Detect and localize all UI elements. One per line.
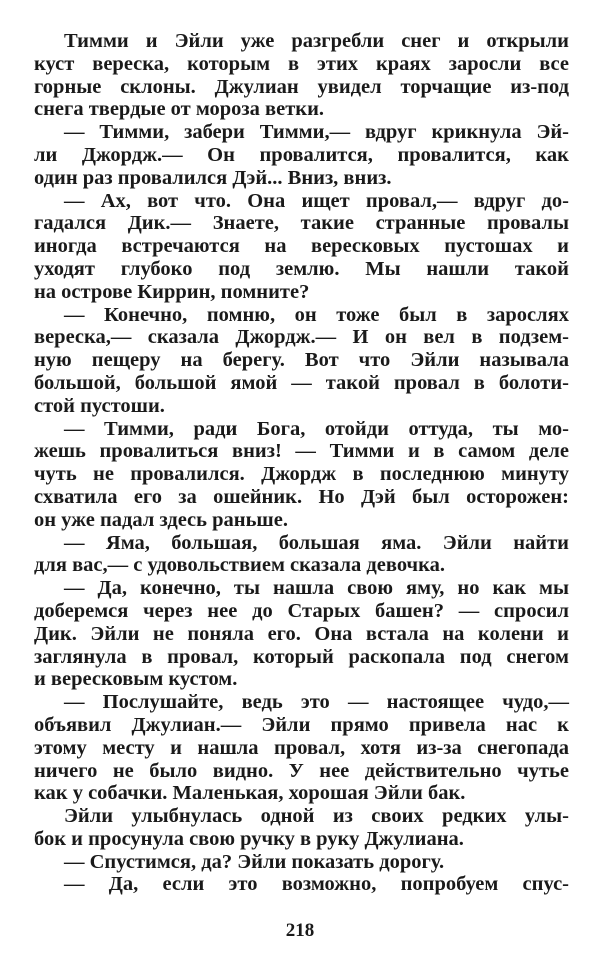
text-line: вереска,— сказала Джордж.— И он вел в подзем- [34, 326, 569, 349]
text-line: — Ах, вот что. Она ищет провал,— вдруг до- [64, 189, 569, 212]
text-line: Тимми и Эйли уже разгребли снег и открыли [64, 30, 569, 52]
text-line: чуть не провалился. Джордж в последнюю минуту [34, 463, 569, 486]
text-line: как у собачки. Маленькая, хорошая Эйли бак. [34, 782, 466, 805]
text-line: заглянула в провал, который раскопала под снегом [34, 645, 569, 668]
text-line: ничего не было видно. У нее действительно чутье [34, 759, 569, 782]
text-line: — Да, если это возможно, попробуем спус- [64, 873, 569, 896]
page-text [34, 30, 569, 896]
text-line: доберемся через нее до Старых башен? — спросил [34, 599, 569, 622]
text-line: гадался Дик.— Знаете, такие странные провалы [34, 212, 569, 235]
text-line: ную пещеру на берегу. Вот что Эйли называла [34, 349, 569, 372]
text-line: один раз провалился Дэй... Вниз, вниз. [34, 166, 392, 189]
text-line: жешь провалиться вниз! — Тимми и в самом деле [34, 440, 569, 463]
text-line: горные склоны. Джулиан увидел торчащие из-под [34, 75, 569, 98]
page-number: 218 [285, 920, 315, 941]
text-line: — Тимми, забери Тимми,— вдруг крикнула Эй- [64, 121, 569, 144]
text-line: ли Джордж.— Он провалится, провалится, как [34, 143, 569, 166]
text-line: уходят глубоко под землю. Мы нашли такой [34, 257, 569, 280]
text-line: Дик. Эйли не поняла его. Она встала на колени и [34, 622, 569, 645]
text-line: Эйли улыбнулась одной из своих редких улы- [64, 805, 569, 828]
text-line: стой пустоши. [34, 394, 165, 417]
text-line: объявил Джулиан.— Эйли прямо привела нас к [34, 713, 569, 736]
text-line: и вересковым кустом. [34, 668, 238, 691]
text-line: на острове Киррин, помните? [34, 280, 310, 303]
text-line: — Да, конечно, ты нашла свою яму, но как мы [64, 577, 569, 600]
text-line: куст вереска, которым в этих краях заросли все [34, 52, 569, 75]
text-line: — Послушайте, ведь это — настоящее чудо,— [64, 691, 569, 714]
text-line: — Тимми, ради Бога, отойди оттуда, ты мо- [64, 417, 569, 440]
text-line: снега твердые от мороза ветки. [34, 98, 325, 121]
text-line: иногда встречаются на вересковых пустошах и [34, 235, 569, 258]
text-line: — Спустимся, да? Эйли показать дорогу. [64, 850, 445, 873]
text-line: бок и просунула свою ручку в руку Джулиана. [34, 827, 464, 850]
text-line: — Яма, большая, большая яма. Эйли найти [64, 531, 569, 554]
text-line: он уже падал здесь раньше. [34, 508, 288, 531]
text-line: схватила его за ошейник. Но Дэй был осторожен: [34, 485, 569, 508]
text-line: для вас,— с удовольствием сказала девочка. [34, 554, 445, 577]
text-line: большой, большой ямой — такой провал в болоти- [34, 371, 569, 394]
text-line: — Конечно, помню, он тоже был в зарослях [64, 303, 569, 326]
text-line: этому месту и нашла провал, хотя из-за снегопада [34, 736, 569, 759]
